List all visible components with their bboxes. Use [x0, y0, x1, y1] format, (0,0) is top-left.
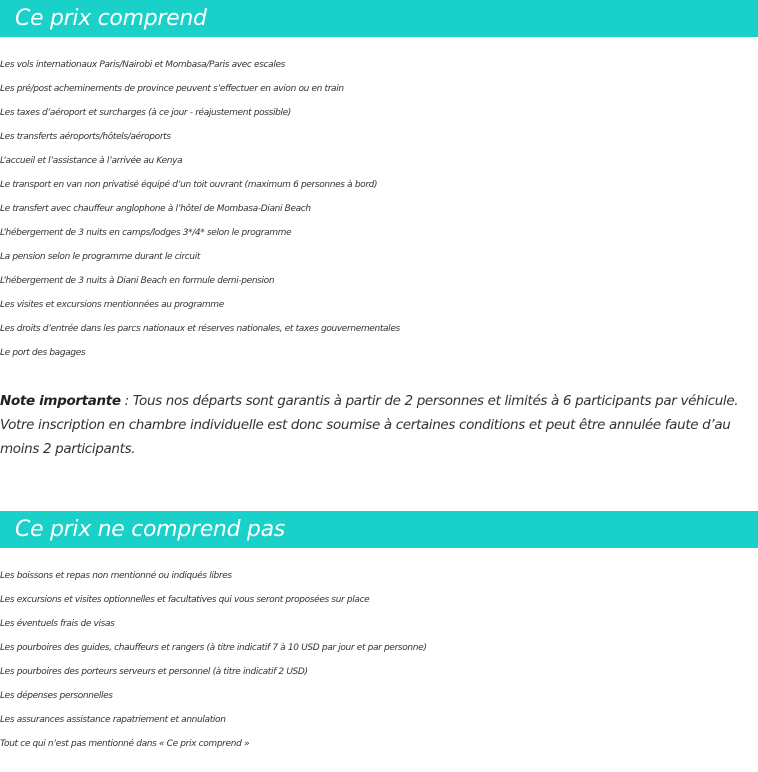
list-item: Les assurances assistance rapatriement et annulation	[0, 715, 226, 725]
list-item: Les visites et excursions mentionnées au programme	[0, 300, 224, 310]
list-item: La pension selon le programme durant le circuit	[0, 252, 201, 262]
list-item: Les vols internationaux Paris/Nairobi et Mombasa/Paris avec escales	[0, 60, 285, 70]
excluded-section-title: Ce prix ne comprend pas	[15, 517, 285, 542]
list-item: Les dépenses personnelles	[0, 691, 113, 701]
list-item: L’hébergement de 3 nuits en camps/lodges 3*/4* selon le programme	[0, 228, 292, 238]
included-section-header	[0, 0, 758, 37]
list-item: Les pré/post acheminements de province peuvent s’effectuer en avion ou en train	[0, 84, 344, 94]
excluded-list	[0, 564, 758, 756]
list-item: Les taxes d’aéroport et surcharges (à ce jour - réajustement possible)	[0, 108, 291, 118]
excluded-section-header	[0, 511, 758, 548]
included-list	[0, 53, 758, 365]
important-note	[0, 389, 752, 461]
list-item: Le port des bagages	[0, 348, 86, 358]
list-item: Les pourboires des guides, chauffeurs et rangers (à titre indicatif 7 à 10 USD par jour et par personne)	[0, 643, 427, 653]
included-section-title: Ce prix comprend	[15, 6, 207, 31]
list-item: Tout ce qui n’est pas mentionné dans « Ce prix comprend »	[0, 739, 250, 749]
list-item: Les éventuels frais de visas	[0, 619, 115, 629]
list-item: Les transferts aéroports/hôtels/aéroports	[0, 132, 171, 142]
list-item: Le transfert avec chauffeur anglophone à l’hôtel de Mombasa-Diani Beach	[0, 204, 311, 214]
list-item: L’hébergement de 3 nuits à Diani Beach en formule demi-pension	[0, 276, 275, 286]
list-item: L’accueil et l’assistance à l’arrivée au Kenya	[0, 156, 183, 166]
list-item: Les pourboires des porteurs serveurs et personnel (à titre indicatif 2 USD)	[0, 667, 308, 677]
list-item: Les excursions et visites optionnelles et facultatives qui vous seront proposées sur place	[0, 595, 370, 605]
list-item: Le transport en van non privatisé équipé d’un toit ouvrant (maximum 6 personnes à bord)	[0, 180, 378, 190]
list-item: Les boissons et repas non mentionné ou indiqués libres	[0, 571, 232, 581]
list-item: Les droits d’entrée dans les parcs nationaux et réserves nationales, et taxes gouvernementales	[0, 324, 400, 334]
important-note-text: : Tous nos départs sont garantis à partir de 2 personnes et limités à 6 participants par véhicule. Votre inscription en chambre individuelle est donc soumise à certaines conditions et peut être annulée faute d’au moins 2 participants.	[0, 393, 739, 457]
important-note-label: Note importante	[0, 393, 121, 409]
